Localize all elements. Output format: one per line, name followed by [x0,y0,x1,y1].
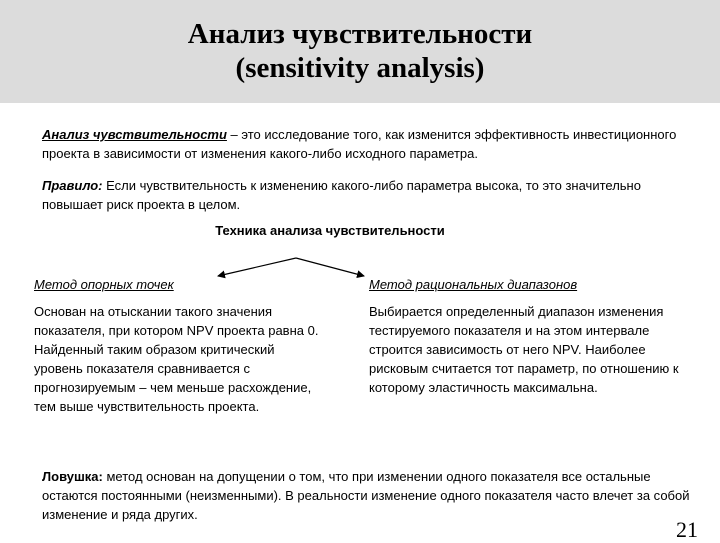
trap-term: Ловушка: [42,469,103,484]
method-title-right: Метод рациональных диапазонов [369,277,578,292]
definition-term: Анализ чувствительности [42,127,227,142]
technique-heading: Техника анализа чувствительности [215,223,445,238]
arrow-left [218,258,296,276]
method-body-right: Выбирается определенный диапазон изменения тестируемого показателя и на этом интервале строится зависимость от него NPV. Наиболее рисковым считается тот параметр, по отношению к которому эластичность максимальна. [369,304,679,395]
method-body-left: Основан на отыскании такого значения показателя, при котором NPV проекта равна 0. Найденный таким образом критический уровень показателя сравнивается с прогнозируемым – чем меньше расхождение, тем выше чувствительность проекта. [34,304,319,414]
arrow-right [296,258,364,276]
method-column-right [369,275,689,397]
page-number: 21 [676,517,698,542]
title-line-1: Анализ чувствительности [187,18,533,50]
rule-text: Если чувствительность к изменению какого-либо параметра высока, то это значительно повышает риск проекта в целом. [42,178,641,212]
rule-term: Правило: [42,178,103,193]
trap-text: метод основан на допущении о том, что при изменении одного показателя все остальные остаются постоянными (неизменными). В реальности изменение одного показателя часто влечет за собой изменение и ряда других. [42,469,690,522]
trap-paragraph [42,467,707,524]
method-column-left [34,275,324,416]
title-line-2: (sensitivity analysis) [235,52,485,84]
method-title-left: Метод опорных точек [34,277,174,292]
definition-text: – это исследование того, как изменится эффективность инвестиционного проекта в зависимости от изменения какого-либо исходного параметра. [42,127,677,161]
